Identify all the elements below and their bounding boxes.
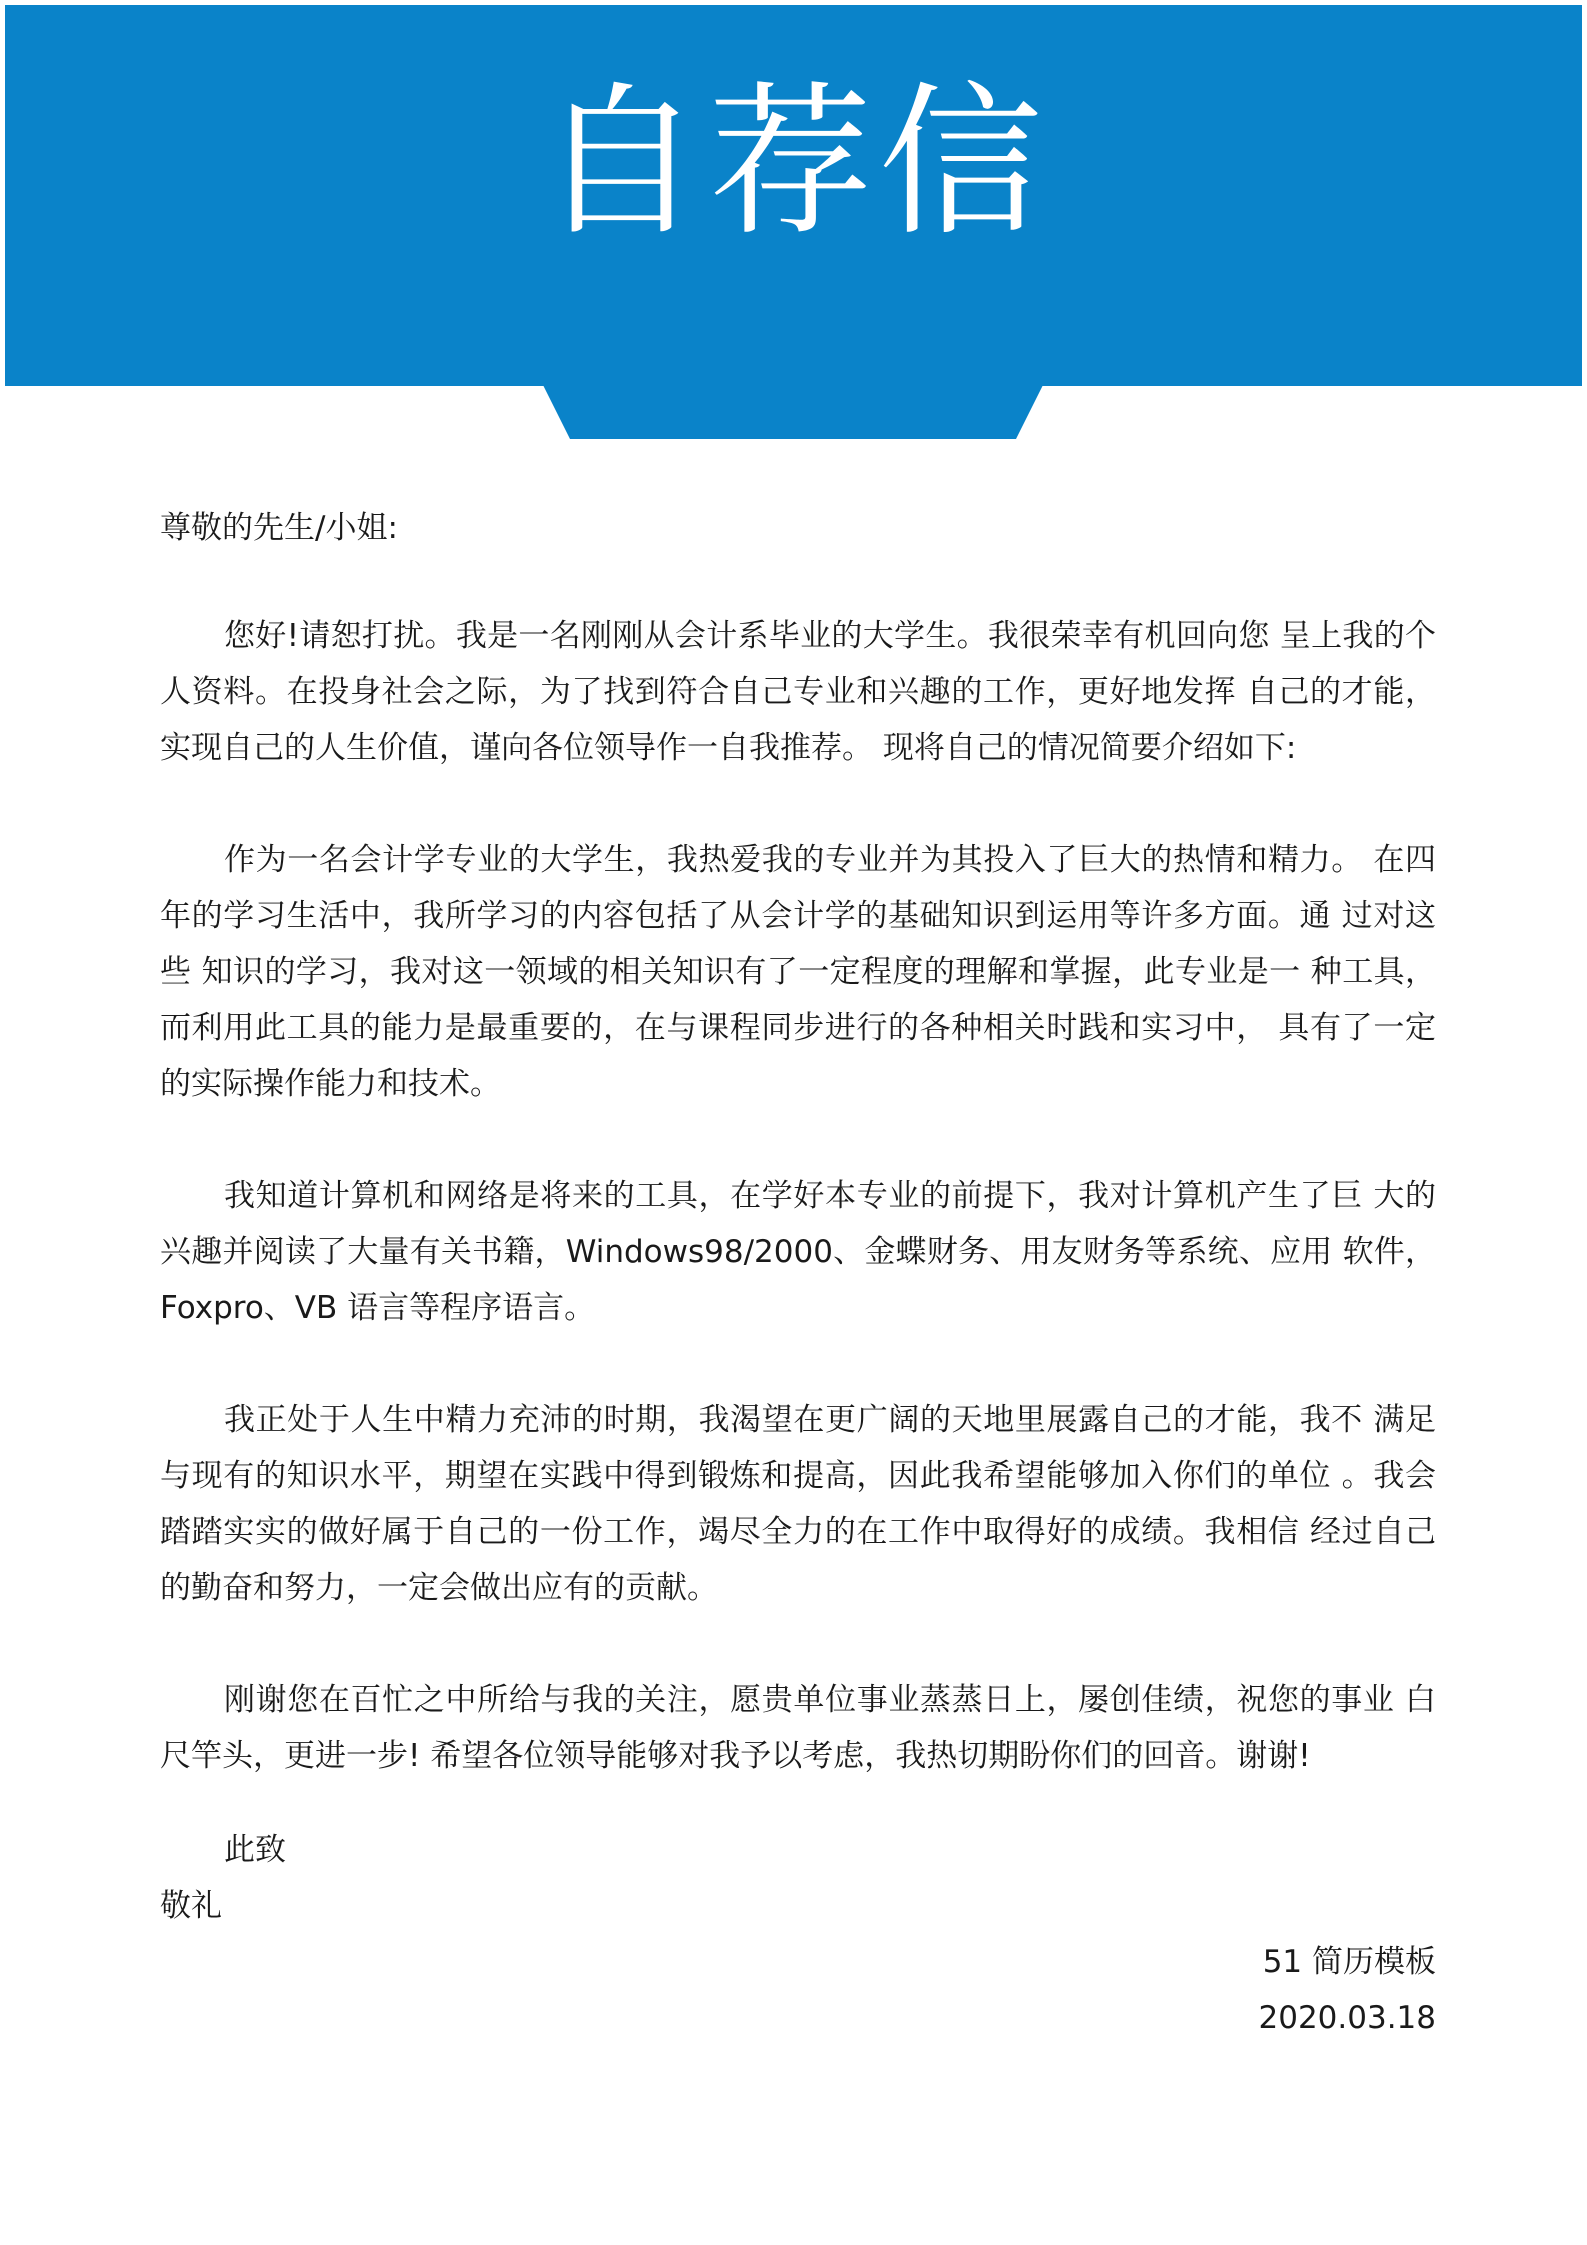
- greeting: 尊敬的先生/小姐:: [160, 510, 398, 546]
- signature: 51 简历模板: [1262, 1944, 1436, 1980]
- paragraph-computer-skills: 我知道计算机和网络是将来的工具，在学好本专业的前提下，我对计算机产生了巨 大的兴趣并阅读了大量有关书籍，Windows98/2000、金蝶财务、用友财务等系统、应用 软件，Foxpro、VB 语言等程序语言。: [160, 1178, 1436, 1326]
- paragraph-education: 作为一名会计学专业的大学生，我热爱我的专业并为其投入了巨大的热情和精力。 在四年的学习生活中，我所学习的内容包括了从会计学的基础知识到运用等许多方面。通 过对这些 知识的学习，我对这一领域的相关知识有了一定程度的理解和掌握，此专业是一 种工具，而利用此工具的能力是最重要的，在与课程同步进行的各种相关时践和实习中， 具有了一定的实际操作能力和技术。: [160, 842, 1436, 1102]
- page-title: 自荐信: [538, 67, 1049, 258]
- paragraph-aspiration: 我正处于人生中精力充沛的时期，我渴望在更广阔的天地里展露自己的才能，我不 满足与现有的知识水平，期望在实践中得到锻炼和提高，因此我希望能够加入你们的单位 。我会踏踏实实的做好属于自己的一份工作，竭尽全力的在工作中取得好的成绩。我相信 经过自己的勤奋和努力，一定会做出应有的贡献。: [160, 1402, 1436, 1606]
- closing-salutation: 此致: [224, 1832, 286, 1868]
- paragraph-intro: 您好!请恕打扰。我是一名刚刚从会计系毕业的大学生。我很荣幸有机回向您 呈上我的个人资料。在投身社会之际，为了找到符合自己专业和兴趣的工作，更好地发挥 自己的才能，实现自己的人生价值，谨向各位领导作一自我推荐。 现将自己的情况简要介绍如下:: [160, 618, 1436, 766]
- letter-body: [160, 500, 1436, 2046]
- header-banner-tab: [543, 385, 1043, 439]
- paragraph-thanks: 刚谢您在百忙之中所给与我的关注，愿贵单位事业蒸蒸日上，屡创佳绩，祝您的事业 白尺竿头，更进一步! 希望各位领导能够对我予以考虑，我热切期盼你们的回音。谢谢!: [160, 1682, 1436, 1774]
- closing-regards: 敬礼: [160, 1888, 222, 1924]
- letter-date: 2020.03.18: [1258, 2000, 1436, 2036]
